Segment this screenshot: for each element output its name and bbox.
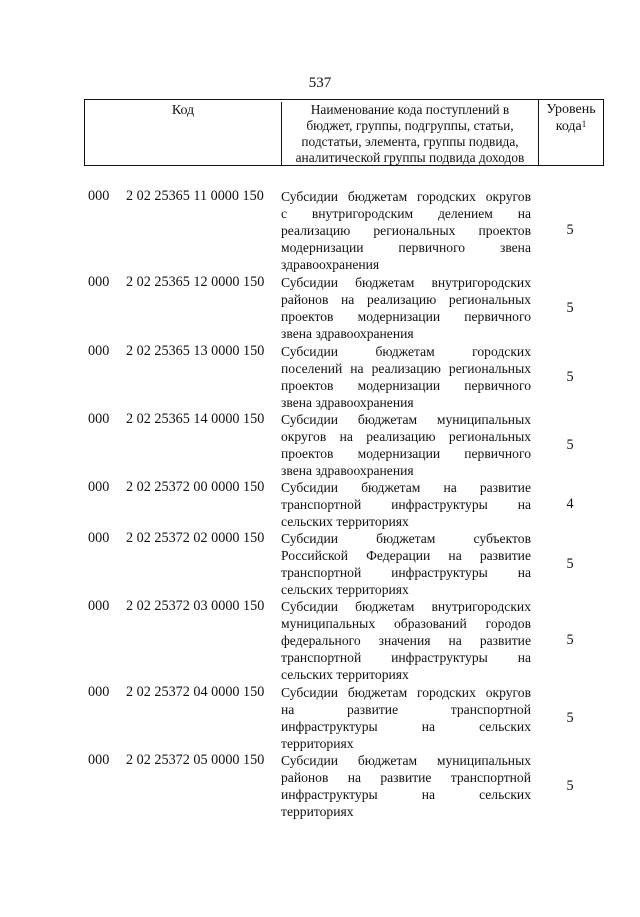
row-code: 2 02 25372 00 0000 150 [126,479,265,495]
row-name-line: Субсидии бюджетам городских округов [281,685,531,700]
row-name-line: сельских территориях [281,514,409,529]
header-name-line: бюджет, группы, подгруппы, статьи, [306,118,514,133]
row-level: 5 [566,556,574,572]
header-level-line1: Уровень [546,102,596,117]
row-name-line: муниципальных образований городов [281,616,531,631]
row-name-line: федерального значения на развитие [281,633,531,648]
row-name-line: Субсидии бюджетам городских [281,344,531,359]
header-level-word: кода [555,119,582,134]
row-prefix: 000 [88,530,110,546]
row-name-line: звена здравоохранения [281,395,414,410]
row-name-line: Субсидии бюджетам на развитие [281,480,531,495]
header-name-line: подстатьи, элемента, группы подвида, [301,134,519,149]
row-name-line: реализацию региональных проектов [281,223,531,238]
row-prefix: 000 [88,274,110,290]
row-name-line: районов на реализацию региональных [281,292,531,307]
row-name-line: проектов модернизации первичного [281,446,531,461]
row-prefix: 000 [88,411,110,427]
row-name-line: сельских территориях [281,667,409,682]
row-name-line: модернизации первичного звена [281,240,531,255]
row-name [281,274,531,342]
row-name [281,752,531,820]
row-level: 5 [566,437,574,453]
row-level: 5 [566,778,574,794]
row-name-line: Субсидии бюджетам субъектов [281,531,531,546]
row-level: 5 [566,632,574,648]
row-name [281,188,531,273]
row-prefix: 000 [88,343,110,359]
row-name-line: транспортной инфраструктуры на [281,650,531,665]
page-number: 537 [308,75,332,91]
row-name-line: проектов модернизации первичного [281,378,531,393]
row-name [281,411,531,479]
header-name-line: Наименование кода поступлений в [310,102,510,117]
row-name-line: инфраструктуры на сельских [281,719,531,734]
row-code: 2 02 25372 02 0000 150 [126,530,265,546]
row-name-line: звена здравоохранения [281,326,414,341]
row-name-line: Субсидии бюджетам муниципальных [281,412,531,427]
row-code: 2 02 25365 13 0000 150 [126,343,265,359]
row-name-line: на развитие транспортной [281,702,531,717]
row-name-line: Субсидии бюджетам внутригородских [281,275,531,290]
row-name-line: сельских территориях [281,582,409,597]
row-name [281,479,531,530]
row-code: 2 02 25372 05 0000 150 [126,752,265,768]
row-name-line: транспортной инфраструктуры на [281,565,531,580]
row-name-line: проектов модернизации первичного [281,309,531,324]
row-level: 5 [566,222,574,238]
row-code: 2 02 25365 14 0000 150 [126,411,265,427]
row-name-line: Субсидии бюджетам городских округов [281,189,531,204]
row-code: 2 02 25372 04 0000 150 [126,684,265,700]
header-name-line: аналитической группы подвида доходов [295,150,525,165]
footnote-marker: 1 [581,119,587,129]
row-level: 5 [566,710,574,726]
row-name [281,598,531,683]
row-code: 2 02 25365 11 0000 150 [126,188,264,204]
row-name-line: поселений на реализацию региональных [281,361,531,376]
row-prefix: 000 [88,684,110,700]
row-name-line: округов на реализацию региональных [281,429,531,444]
row-code: 2 02 25372 03 0000 150 [126,598,265,614]
row-prefix: 000 [88,188,110,204]
row-prefix: 000 [88,752,110,768]
row-name-line: инфраструктуры на сельских [281,787,531,802]
row-prefix: 000 [88,479,110,495]
row-name [281,530,531,598]
row-name [281,343,531,411]
row-level: 4 [566,496,574,512]
row-name-line: звена здравоохранения [281,463,414,478]
row-name-line: Российской Федерации на развитие [281,548,531,563]
row-level: 5 [566,300,574,316]
row-name-line: Субсидии бюджетам муниципальных [281,753,531,768]
row-name [281,684,531,752]
row-level: 5 [566,369,574,385]
row-name-line: с внутригородским делением на [281,206,531,221]
row-name-line: транспортной инфраструктуры на [281,497,531,512]
row-name-line: Субсидии бюджетам внутригородских [281,599,531,614]
row-name-line: территориях [281,736,354,751]
row-code: 2 02 25365 12 0000 150 [126,274,265,290]
row-name-line: территориях [281,804,354,819]
row-name-line: районов на развитие транспортной [281,770,531,785]
row-prefix: 000 [88,598,110,614]
header-code-label: Код [85,102,282,166]
row-name-line: здравоохранения [281,257,380,272]
